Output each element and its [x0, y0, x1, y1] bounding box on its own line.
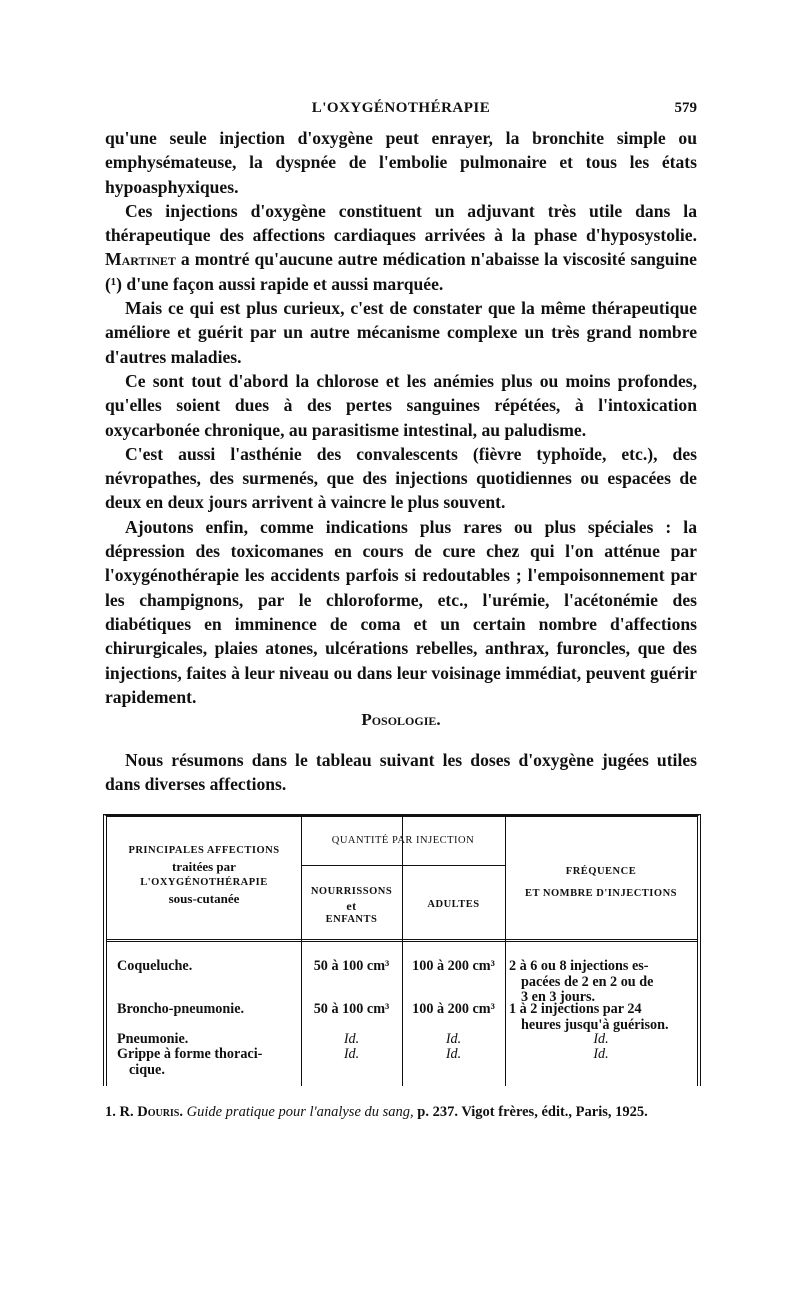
cell-infants: 50 à 100 cm³ — [313, 958, 390, 974]
paragraph-2-part-b: a montré qu'aucune autre médication n'abaisse la viscosité sanguine — [180, 249, 697, 270]
cell-affection: Broncho-pneumonie. — [117, 1001, 245, 1017]
header-affections-line: sous-cutanée — [168, 891, 240, 906]
paragraph-4: Ce sont tout d'abord la chlorose et les anémies plus ou moins profondes, qu'elles soient dues à des pertes sanguines répétées, à l'intoxication oxycarbonée chronique, au parasitisme intestinal, au paludisme. — [105, 370, 697, 440]
cell-affection — [117, 1047, 262, 1078]
cell-affection: Pneumonie. — [117, 1031, 189, 1047]
cell-frequency-line: pacées de 2 en 2 ou de — [521, 973, 654, 990]
cell-adults: Id. — [445, 1046, 462, 1062]
author-name: Martinet — [105, 249, 176, 270]
cell-frequency: Id. — [593, 1046, 609, 1062]
footnote — [105, 1102, 697, 1123]
intro-text — [105, 748, 697, 797]
footnote-title: Guide pratique pour l'analyse du sang, — [186, 1104, 414, 1120]
section-title: Posologie. — [361, 710, 441, 729]
cell-adults: Id. — [445, 1031, 462, 1047]
paragraph-6: Ajoutons enfin, comme indications plus rares ou plus spéciales : la dépression des toxicomanes en cours de cure chez qui l'on atténue par l'oxygénothérapie les accidents parfois si redoutables ; l'empoisonnement par les champignons, par le chloroforme, etc., l'urémie, l'acétonémie des diabétiques en imminence de coma et un certain nombre d'affections chirurgicales, plaies atones, ulcérations rebelles, anthrax, furoncles, que des injections, faites à leur niveau ou dans leur voisinage immédiat, peuvent guérir rapidement. — [105, 516, 697, 707]
cell-adults: 100 à 200 cm³ — [412, 958, 495, 974]
running-title: L'OXYGÉNOTHÉRAPIE — [311, 100, 491, 116]
header-affections-line: traitées par — [172, 859, 236, 874]
header-subdivider — [301, 865, 505, 866]
paragraph-2-part-c: d'une façon aussi rapide et aussi marquée. — [126, 273, 444, 294]
header-affections-line: PRINCIPALES AFFECTIONS — [128, 845, 280, 856]
cell-infants: Id. — [343, 1031, 360, 1047]
footnote-author: R. Douris. — [119, 1104, 183, 1120]
cell-affection-line: Grippe à forme thoraci- — [117, 1046, 263, 1062]
header-infants-line: ENFANTS — [325, 914, 378, 925]
dosage-table — [103, 814, 701, 1086]
paragraph-5: C'est aussi l'asthénie des convalescents (fièvre typhoïde, etc.), des névropathes, des surmenés, que des injections quotidiennes ou espacées de deux en deux jours arrivent à vaincre le plus souvent. — [105, 443, 697, 513]
cell-affection: Coqueluche. — [117, 958, 193, 974]
paragraph-1: qu'une seule injection d'oxygène peut enrayer, la bronchite simple ou emphysémateuse, la dyspnée de l'embolie pulmonaire et tous les états hypoasphyxiques. — [105, 128, 697, 197]
header-adults: ADULTES — [427, 899, 480, 910]
page-number: 579 — [674, 100, 697, 116]
header-affections — [107, 843, 301, 907]
intro-paragraph: Nous résumons dans le tableau suivant les doses d'oxygène jugées utiles dans diverses affections. — [105, 750, 697, 795]
header-frequency-line: FRÉQUENCE — [565, 866, 637, 877]
footnote-rest: p. 237. Vigot frères, édit., Paris, 1925. — [417, 1104, 648, 1120]
cell-frequency: Id. — [593, 1031, 609, 1047]
header-frequency — [505, 861, 697, 905]
cell-frequency-line: 3 en 3 jours. — [521, 989, 596, 1005]
header-infants — [301, 885, 402, 927]
header-frequency-line: ET NOMBRE D'INJECTIONS — [524, 888, 677, 899]
cell-frequency-line: 1 à 2 injections par 24 — [509, 1001, 642, 1017]
paragraph-2-part-a: Ces injections d'oxygène constituent un adjuvant très utile dans la thérapeutique des affections cardiaques arrivées à la phase d'hyposystolie. — [105, 200, 697, 246]
body-text — [105, 126, 697, 709]
footnote-number: 1. — [105, 1104, 116, 1120]
cell-infants: 50 à 100 cm³ — [313, 1001, 390, 1017]
header-bottom-rule — [107, 939, 697, 942]
header-quantity: QUANTITÉ PAR INJECTION — [331, 835, 475, 846]
header-infants-line: et — [346, 899, 357, 913]
header-infants-line: NOURRISSONS — [310, 886, 393, 897]
cell-infants: Id. — [343, 1046, 360, 1062]
cell-affection-line: cique. — [129, 1061, 165, 1078]
cell-frequency — [509, 1002, 695, 1033]
paragraph-2 — [105, 199, 697, 296]
cell-frequency-line: 2 à 6 ou 8 injections es- — [509, 958, 649, 974]
paragraph-3: Mais ce qui est plus curieux, c'est de constater que la même thérapeutique améliore et guérit par un autre mécanisme complexe un très grand nombre d'autres maladies. — [105, 298, 697, 367]
cell-frequency — [509, 959, 695, 1006]
cell-frequency-line: heures jusqu'à guérison. — [521, 1016, 669, 1033]
header-affections-line: L'OXYGÉNOTHÉRAPIE — [140, 877, 268, 888]
footnote-ref: (¹) — [105, 273, 122, 294]
page-header — [105, 100, 697, 122]
cell-adults: 100 à 200 cm³ — [412, 1001, 495, 1017]
